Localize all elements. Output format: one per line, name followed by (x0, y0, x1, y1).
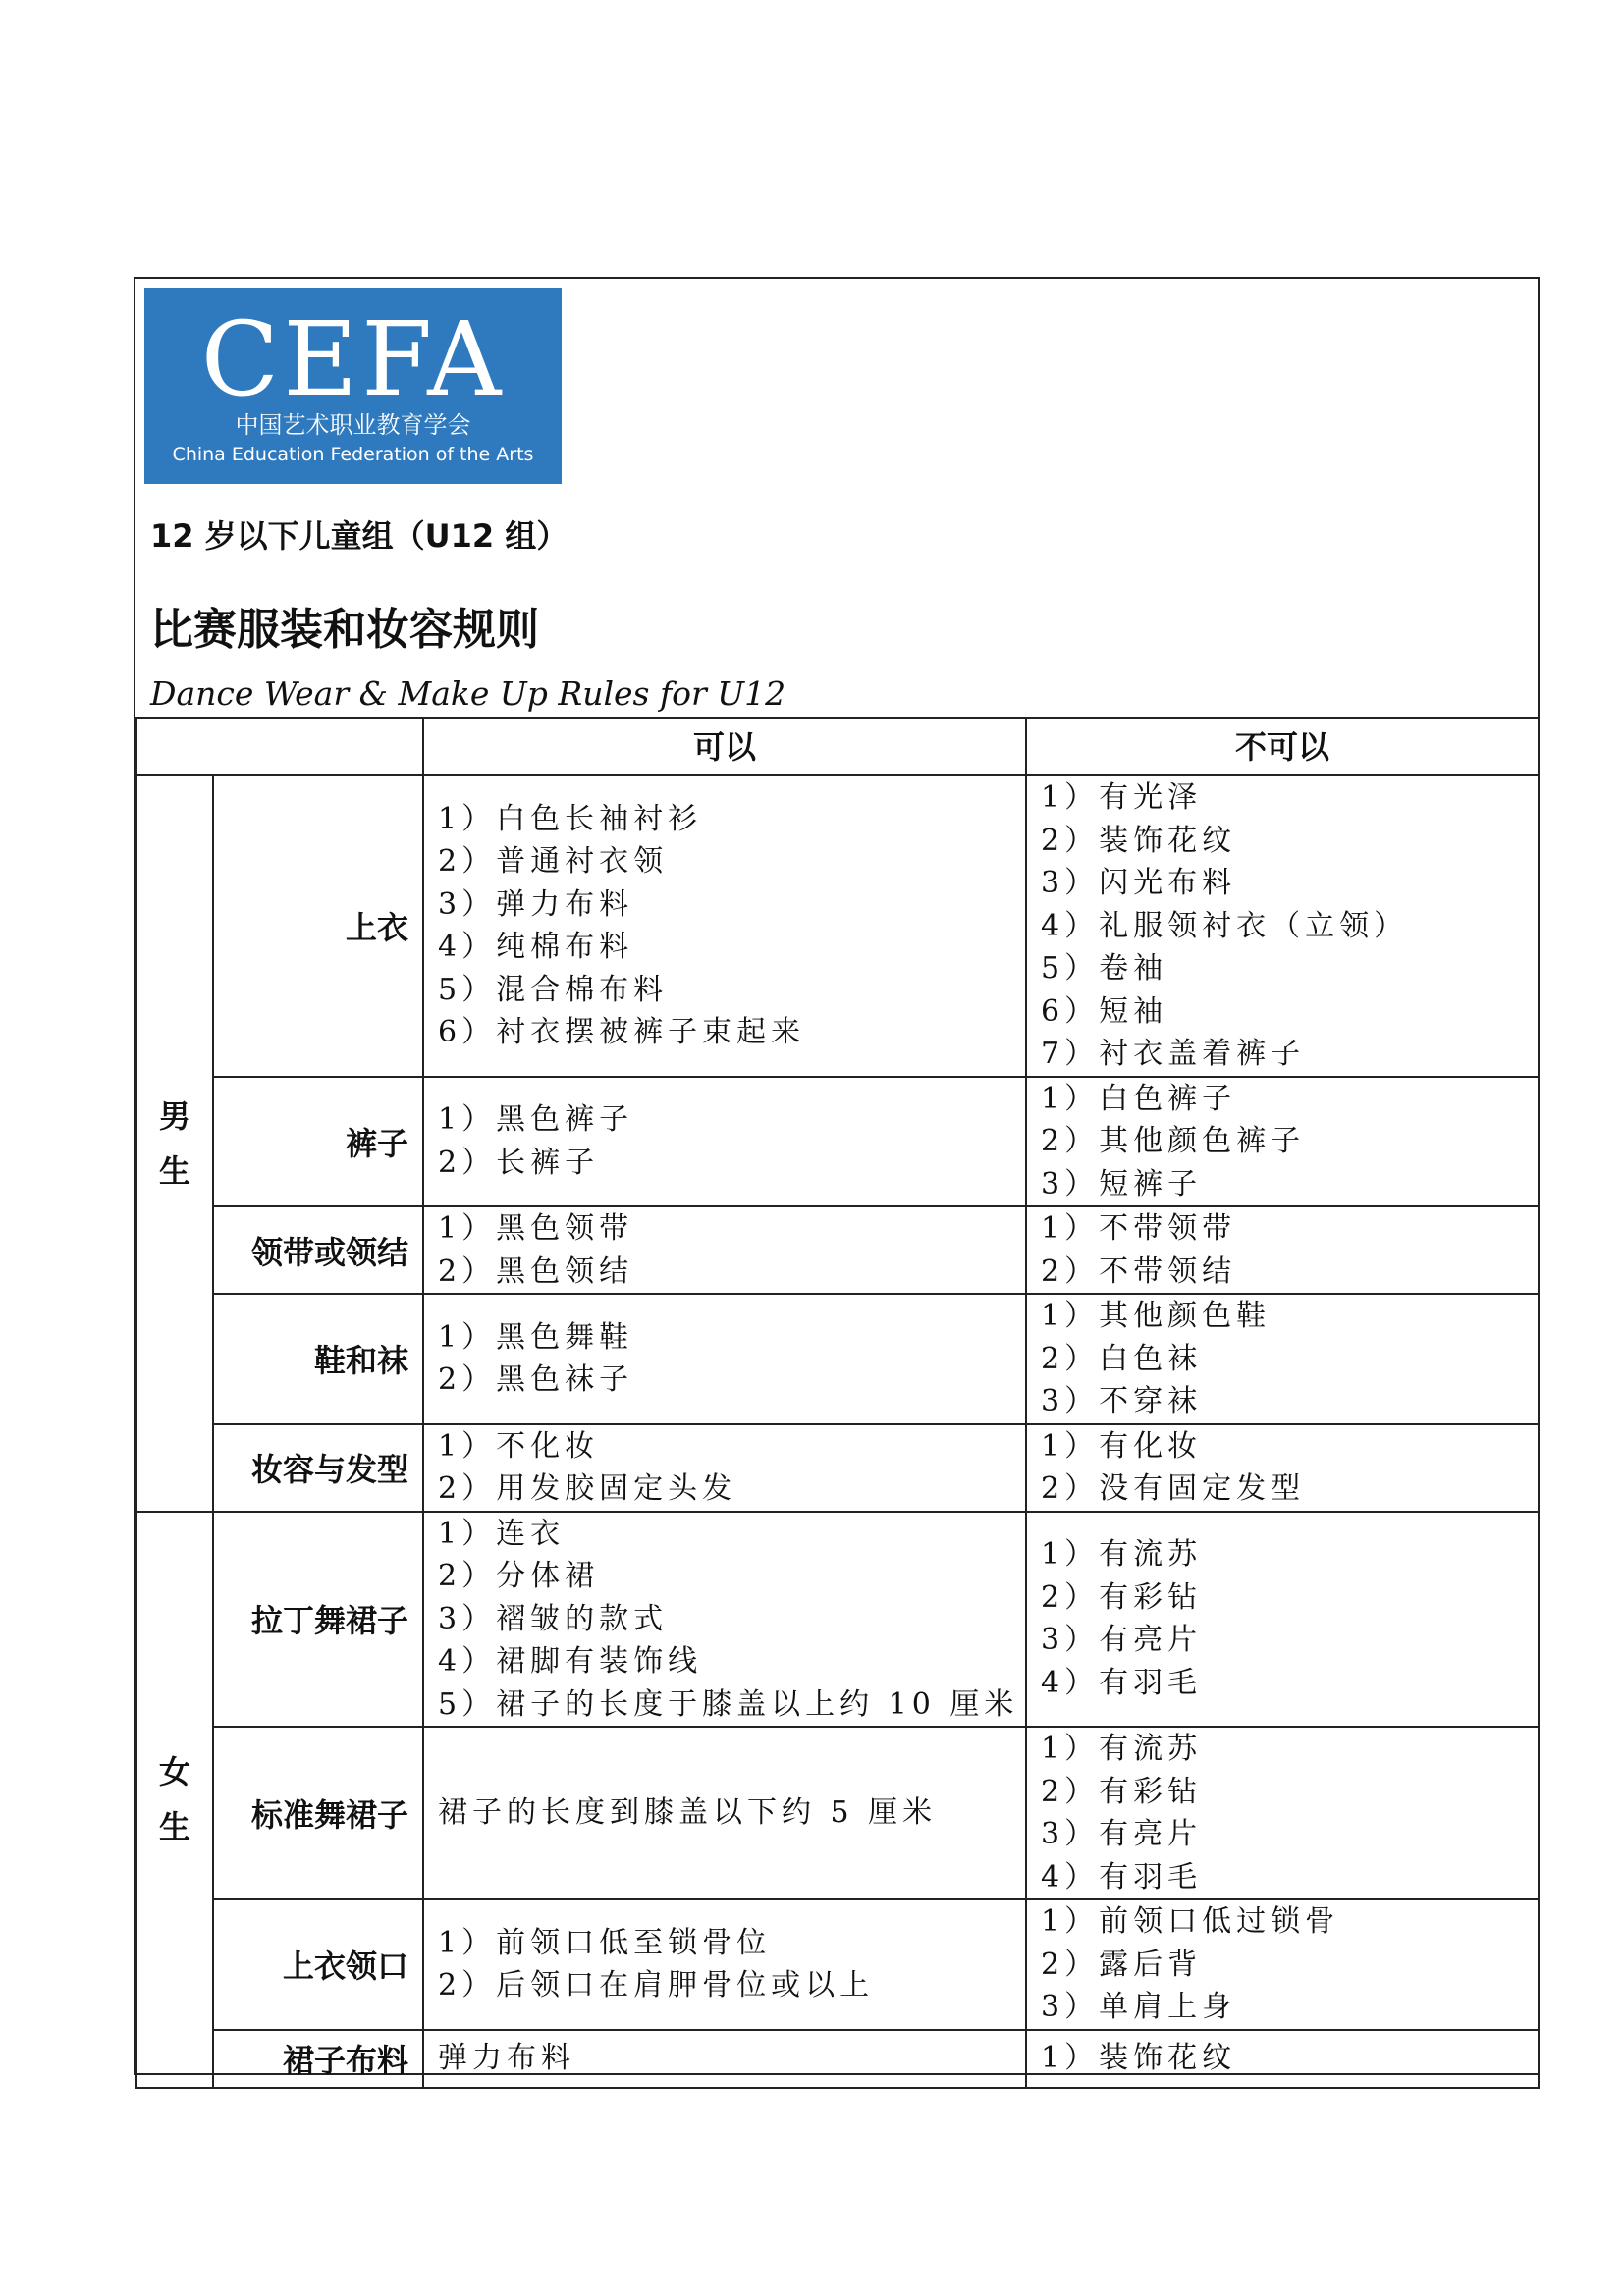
logo-mark: CEFA (200, 299, 506, 419)
group-label-char: 女 (158, 1753, 190, 1790)
list-item: 1）有光泽 (1041, 780, 1203, 815)
group-label (136, 775, 213, 1512)
allowed-items-cell (423, 775, 1026, 1077)
allowed-items-cell (423, 1899, 1026, 2030)
list-item: 2）分体裙 (438, 1559, 600, 1593)
list-item: 2）长裤子 (438, 1145, 600, 1180)
list-item: 2）用发胶固定头发 (438, 1471, 737, 1506)
list-item: 5）混合棉布料 (438, 972, 669, 1007)
list-item: 3）有亮片 (1041, 1817, 1203, 1851)
list-item: 4）礼服领衬衣（立领） (1041, 908, 1409, 943)
list-item: 1）不化妆 (438, 1428, 600, 1464)
not-allowed-items-cell (1026, 775, 1539, 1077)
list-item: 1）黑色领带 (438, 1211, 634, 1246)
table-row (136, 1899, 1539, 2030)
table-row (136, 1512, 1539, 1728)
table-row (136, 1424, 1539, 1512)
list-item: 4）裙脚有装饰线 (438, 1644, 703, 1679)
list-item: 6）衬衣摆被裤子束起来 (438, 1015, 806, 1050)
list-item: 2）没有固定发型 (1041, 1471, 1306, 1506)
list-item: 2）露后背 (1041, 1947, 1203, 1982)
allowed-items-cell (423, 1294, 1026, 1424)
list-item: 2）其他颜色裤子 (1041, 1124, 1306, 1158)
list-item: 3）褶皱的款式 (438, 1601, 669, 1636)
not-allowed-column-header: 不可以 (1026, 718, 1539, 775)
table-row (136, 1727, 1539, 1899)
list-item: 2）白色袜 (1041, 1341, 1203, 1376)
page-title: 比赛服装和妆容规则 (150, 605, 539, 655)
list-item: 2）装饰花纹 (1041, 823, 1237, 858)
list-item: 2）黑色袜子 (438, 1362, 634, 1398)
group-label-char: 男 (158, 1096, 190, 1135)
list-item: 1）黑色裤子 (438, 1102, 634, 1138)
not-allowed-items-cell (1026, 1512, 1539, 1728)
allowed-items-cell (423, 1512, 1026, 1728)
category-label: 领带或领结 (213, 1206, 423, 1294)
allowed-items-cell (423, 1077, 1026, 1207)
group-label (136, 1512, 213, 2088)
list-item: 1）黑色舞鞋 (438, 1319, 634, 1355)
list-item: 裙子的长度到膝盖以下约 5 厘米 (438, 1795, 938, 1831)
group-label-char: 生 (158, 1808, 190, 1845)
category-label: 妆容与发型 (213, 1424, 423, 1512)
list-item: 1）有化妆 (1041, 1428, 1203, 1464)
not-allowed-items-cell (1026, 1727, 1539, 1899)
group-label-char: 生 (158, 1151, 190, 1190)
not-allowed-items-cell (1026, 2030, 1539, 2088)
list-item: 2）普通衬衣领 (438, 844, 669, 880)
table-row (136, 1077, 1539, 1207)
list-item: 弹力布料 (438, 2041, 575, 2076)
header-blank-cell (136, 718, 423, 775)
allowed-items-cell (423, 2030, 1026, 2088)
category-label: 鞋和袜 (213, 1294, 423, 1424)
list-item: 2）后领口在肩胛骨位或以上 (438, 1968, 875, 2003)
list-item: 1）有流苏 (1041, 1537, 1203, 1573)
logo-name-cn: 中国艺术职业教育学会 (235, 411, 471, 439)
category-label: 上衣 (213, 775, 423, 1077)
list-item: 3）闪光布料 (1041, 866, 1237, 900)
list-item: 1）白色长袖衬衫 (438, 801, 703, 836)
table-header-row (136, 718, 1539, 775)
list-item: 1）有流苏 (1041, 1732, 1203, 1766)
page-title-en: Dance Wear & Make Up Rules for U12 (150, 674, 786, 713)
not-allowed-items-cell (1026, 1899, 1539, 2030)
rules-document (134, 277, 1540, 2079)
list-item: 3）有亮片 (1041, 1623, 1203, 1658)
not-allowed-items-cell (1026, 1206, 1539, 1294)
age-group-subtitle: 12 岁以下儿童组（U12 组） (150, 517, 568, 555)
list-item: 1）连衣 (438, 1516, 566, 1551)
allowed-items-cell (423, 1424, 1026, 1512)
allowed-items-cell (423, 1727, 1026, 1899)
not-allowed-items-cell (1026, 1077, 1539, 1207)
list-item: 1）前领口低过锁骨 (1041, 1904, 1340, 1939)
allowed-items-cell (423, 1206, 1026, 1294)
document-header (135, 279, 1538, 717)
list-item: 4）纯棉布料 (438, 930, 634, 965)
allowed-column-header: 可以 (423, 718, 1026, 775)
category-label: 上衣领口 (213, 1899, 423, 2030)
list-item: 2）不带领结 (1041, 1254, 1237, 1289)
list-item: 3）短裤子 (1041, 1166, 1203, 1201)
not-allowed-items-cell (1026, 1294, 1539, 1424)
category-label: 裤子 (213, 1077, 423, 1207)
list-item: 4）有羽毛 (1041, 1859, 1203, 1895)
table-row (136, 1206, 1539, 1294)
list-item: 6）短袖 (1041, 993, 1168, 1029)
logo-name-en: China Education Federation of the Arts (172, 444, 534, 465)
list-item: 4）有羽毛 (1041, 1665, 1203, 1700)
cefa-logo (144, 288, 562, 484)
dress-code-table (135, 717, 1540, 2089)
list-item: 2）有彩钻 (1041, 1579, 1203, 1615)
list-item: 1）其他颜色鞋 (1041, 1299, 1272, 1333)
list-item: 3）单肩上身 (1041, 1990, 1237, 2024)
category-label: 拉丁舞裙子 (213, 1512, 423, 1728)
list-item: 5）裙子的长度于膝盖以上约 10 厘米 (438, 1686, 1019, 1722)
list-item: 2）黑色领结 (438, 1254, 634, 1289)
list-item: 1）装饰花纹 (1041, 2041, 1237, 2076)
list-item: 3）不穿袜 (1041, 1384, 1203, 1418)
category-label: 裙子布料 (213, 2030, 423, 2088)
table-row (136, 2030, 1539, 2088)
list-item: 5）卷袖 (1041, 951, 1168, 986)
list-item: 2）有彩钻 (1041, 1774, 1203, 1809)
list-item: 3）弹力布料 (438, 886, 634, 922)
list-item: 7）衬衣盖着裤子 (1041, 1037, 1306, 1071)
table-row (136, 775, 1539, 1077)
list-item: 1）白色裤子 (1041, 1081, 1237, 1116)
list-item: 1）不带领带 (1041, 1211, 1237, 1246)
list-item: 1）前领口低至锁骨位 (438, 1925, 772, 1960)
table-row (136, 1294, 1539, 1424)
category-label: 标准舞裙子 (213, 1727, 423, 1899)
not-allowed-items-cell (1026, 1424, 1539, 1512)
